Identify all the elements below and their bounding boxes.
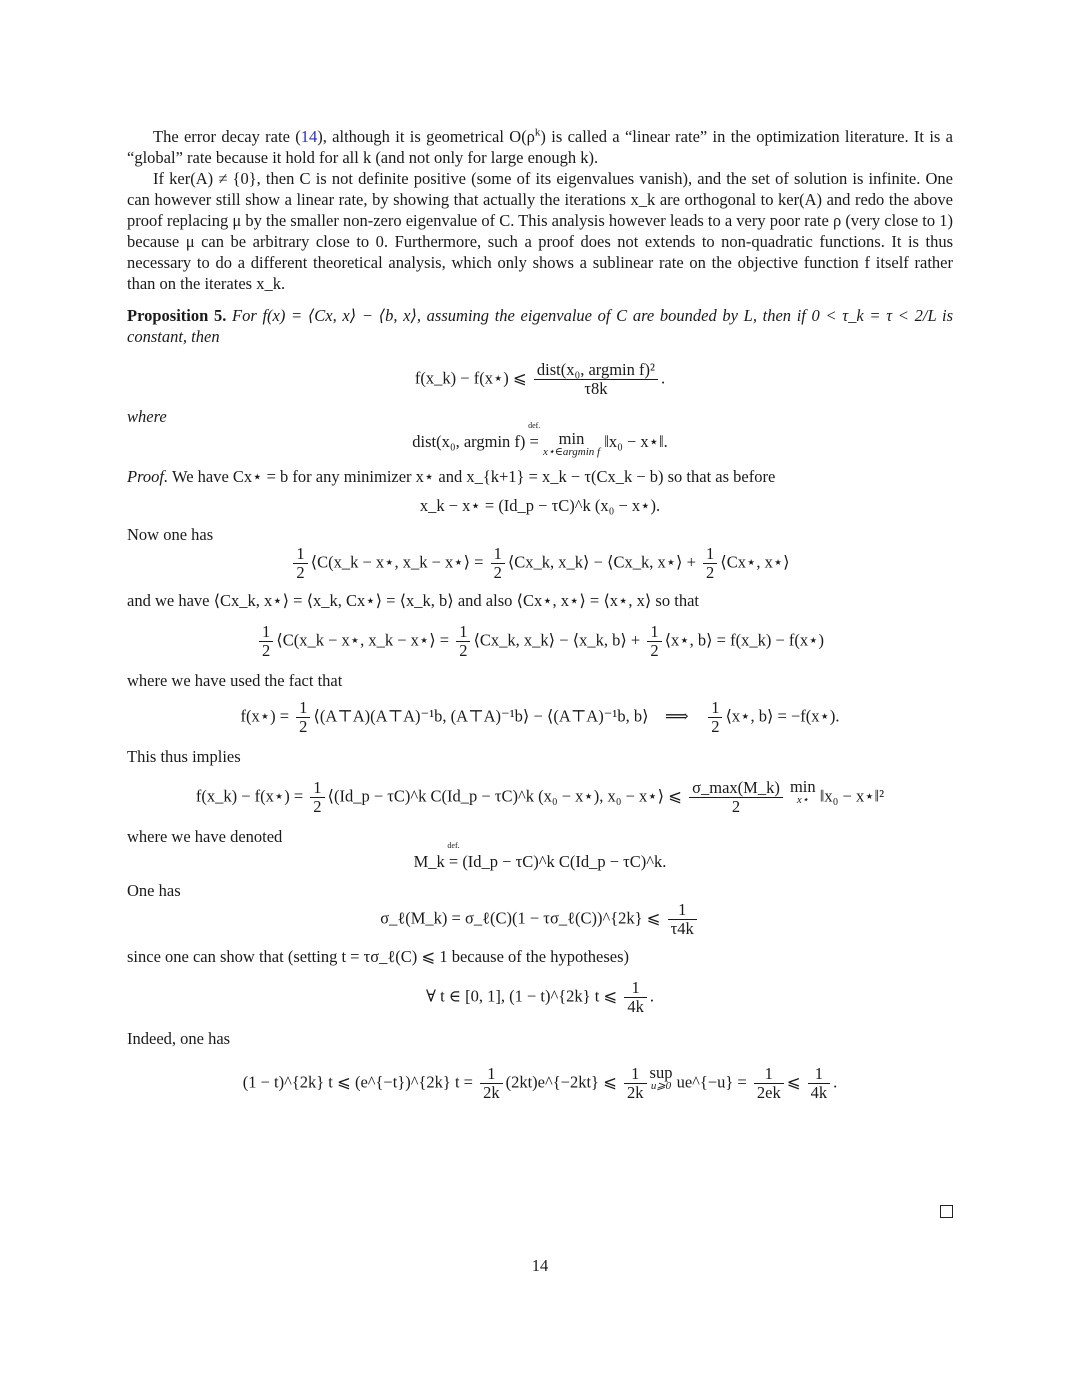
operator-subscript: x⋆ (796, 794, 809, 806)
text: The error decay rate ( (153, 127, 301, 146)
eq-part: ⟨C(x_k − x⋆, x_k − x⋆⟩ = (276, 630, 450, 650)
fraction (668, 901, 697, 938)
implies-arrow: ⟹ (665, 706, 689, 726)
text-one-has: One has (127, 881, 181, 900)
denominator: 2 (711, 717, 720, 736)
eq-part: (1 − t)^{2k} t ⩽ (e^{−t})^{2k} t = (242, 1072, 473, 1092)
equation-quadratic-expansion (127, 545, 953, 582)
denominator: 2 (313, 797, 322, 816)
numerator: 1 (703, 545, 717, 564)
operator: min (558, 429, 585, 448)
numerator: 1 (456, 623, 470, 642)
numerator: 1 (624, 1065, 647, 1084)
numerator: 1 (708, 699, 722, 718)
proposition-label: Proposition 5. (127, 306, 227, 325)
equation-gap-bound (127, 779, 953, 816)
eq-part: f(x_k) − f(x⋆) = (195, 786, 304, 806)
text-since-one-can-show: since one can show that (setting t = τσ_ℓ(C) ⩽ 1 because of the hypotheses) (127, 947, 630, 966)
fraction (534, 361, 658, 398)
fraction (624, 1065, 647, 1102)
proof-start (127, 466, 953, 487)
numerator: 1 (754, 1065, 784, 1084)
page-number: 14 (531, 1256, 549, 1275)
numerator: 1 (296, 699, 310, 718)
numerator: 1 (647, 623, 661, 642)
text: ) is called a “linear rate” in the optimization literature. It is a “global” rate because it hold for all k (and not only for large enough k). (127, 127, 953, 167)
fraction (624, 979, 647, 1016)
eq-part: f(x⋆) = (240, 706, 290, 726)
denominator: 4k (627, 997, 644, 1016)
fraction-sigma-max (689, 779, 783, 816)
equation-forall-bound (127, 979, 953, 1016)
def-label: def. (447, 841, 460, 850)
equation-mk-definition (127, 841, 953, 872)
denominator: τ8k (584, 379, 608, 398)
equation-singular-values (127, 901, 953, 938)
eq-part: ue^{−u} = (676, 1072, 747, 1092)
fraction (808, 1065, 831, 1102)
operator: min (789, 777, 816, 796)
eq-rhs: (Id_p − τC)^k C(Id_p − τC)^k. (462, 852, 667, 871)
text-indeed: Indeed, one has (127, 1029, 231, 1048)
denominator: 2k (483, 1083, 500, 1102)
denominator: 4k (810, 1083, 828, 1102)
numerator: dist(x₀, argmin f)² (534, 361, 658, 380)
numerator: σ_max(M_k) (689, 779, 783, 798)
eq-part: (2kt)e^{−2kt} ⩽ (505, 1072, 617, 1092)
equation-optimal-value (127, 699, 953, 736)
eq-part: ⟨(Id_p − τC)^k C(Id_p − τC)^k (x₀ − x⋆), x₀ − x⋆⟩ ⩽ (327, 786, 682, 806)
equation-final-chain (127, 1065, 953, 1102)
eq-part: ∀ t ∈ [0, 1], (1 − t)^{2k} t ⩽ (426, 986, 618, 1006)
numerator: 1 (624, 979, 647, 998)
numerator: 1 (668, 901, 697, 920)
sup-operator (650, 1065, 673, 1092)
eq-part: ⟨Cx_k, x_k⟩ − ⟨Cx_k, x⋆⟩ + (507, 552, 696, 572)
min-operator (543, 431, 600, 458)
fraction-half (708, 699, 722, 736)
equation-objective-gap (127, 623, 953, 660)
def-label: def. (528, 421, 541, 430)
fraction-half (456, 623, 470, 660)
denominator: 2 (262, 641, 271, 660)
proof-label: Proof. (127, 467, 169, 486)
denominator: 2ek (756, 1083, 781, 1102)
fraction-half (647, 623, 661, 660)
fraction-half (259, 623, 273, 660)
proof-text: We have Cx⋆ = b for any minimizer x⋆ and x_{k+1} = x_k − τ(Cx_k − b) so that as before (171, 467, 776, 486)
eq-rhs: ‖x₀ − x⋆‖. (604, 432, 668, 451)
proposition-5 (127, 305, 953, 347)
denominator: 2 (706, 563, 715, 582)
eq-part: ⟨C(x_k − x⋆, x_k − x⋆⟩ = (310, 552, 484, 572)
fraction (480, 1065, 503, 1102)
eq-part: σ_ℓ(M_k) = σ_ℓ(C)(1 − τσ_ℓ(C))^{2k} ⩽ (380, 908, 661, 928)
eq-tail: . (660, 368, 666, 388)
fraction-half (293, 545, 307, 582)
eq-lhs: f(x_k) − f(x⋆) ⩽ (414, 368, 527, 388)
text-where-used: where we have used the fact that (127, 671, 343, 690)
where-label: where (127, 407, 167, 426)
eq-part: ⟨(A⊤A)(A⊤A)⁻¹b, (A⊤A)⁻¹b⟩ − ⟨(A⊤A)⁻¹b, b⟩ (313, 706, 649, 726)
numerator: 1 (480, 1065, 503, 1084)
paragraph-kernel: If ker(A) ≠ {0}, then C is not definite positive (some of its eigenvalues vanish), and the set of solution is infinite. One can however still show a linear rate, by showing that actually the iterations x_k are orthogonal to ker(A) and redo the above proof replacing μ by the smaller non-zero eigenvalue of C. This analysis however leads to a very poor rate ρ (very close to 1) because μ can be arbitrary close to 0. Furthermore, such a proof does not extends to non-quadratic functions. It is thus necessary to do a different theoretical analysis, which only shows a sublinear rate on the objective function f itself rather than on the iterates x_k. (127, 169, 953, 293)
eq-tail: . (649, 986, 654, 1006)
qed-square-icon (940, 1205, 953, 1218)
operator-subscript: u⩾0 (650, 1080, 672, 1092)
fraction-half (296, 699, 310, 736)
numerator: 1 (259, 623, 273, 642)
numerator: 1 (491, 545, 505, 564)
eq-part: ‖x₀ − x⋆‖² (819, 786, 885, 806)
superscript: k (534, 126, 541, 139)
denominator: 2 (299, 717, 308, 736)
equals-sign: = (448, 852, 459, 871)
denominator: 2 (493, 563, 502, 582)
text-now-one-has: Now one has (127, 525, 214, 544)
operator: sup (649, 1063, 673, 1082)
fraction-half (491, 545, 505, 582)
equation-reference-link[interactable]: 14 (300, 127, 318, 146)
fraction-half (310, 779, 324, 816)
denominator: 2 (650, 641, 659, 660)
equation-bound (127, 361, 953, 398)
denominator: 2 (459, 641, 468, 660)
numerator: 1 (310, 779, 324, 798)
eq-lhs: dist(x₀, argmin f) (412, 432, 526, 451)
eq-lhs: M_k (413, 852, 445, 871)
paragraph-decay-rate (127, 126, 953, 168)
numerator: 1 (808, 1065, 831, 1084)
fraction (754, 1065, 784, 1102)
text-thus-implies: This thus implies (127, 747, 241, 766)
fraction-half (703, 545, 717, 582)
text-and-we-have: and we have ⟨Cx_k, x⋆⟩ = ⟨x_k, Cx⋆⟩ = ⟨x_k, b⟩ and also ⟨Cx⋆, x⋆⟩ = ⟨x⋆, x⟩ so that (127, 591, 699, 610)
min-operator (790, 779, 816, 806)
eq-part: ⟨Cx⋆, x⋆⟩ (720, 552, 790, 572)
denominator: 2 (296, 563, 305, 582)
denominator: τ4k (670, 919, 694, 938)
eq-part: ⟨x⋆, b⟩ = −f(x⋆). (725, 706, 840, 726)
text-where-denoted: where we have denoted (127, 827, 283, 846)
equals-sign: = (529, 432, 539, 451)
proposition-text: For f(x) = ⟨Cx, x⟩ − ⟨b, x⟩, assuming the eigenvalue of C are bounded by L, then if 0 < τ_k = τ < 2/L is constant, then (127, 306, 954, 346)
operator-subscript: x⋆∈argmin f (542, 446, 601, 458)
def-equals (528, 421, 541, 452)
numerator: 1 (293, 545, 307, 564)
eq-tail: . (833, 1072, 838, 1092)
def-equals (447, 841, 460, 872)
eq-part: ⟨Cx_k, x_k⟩ − ⟨x_k, b⟩ + (473, 630, 641, 650)
page-body (127, 126, 953, 1110)
denominator: 2 (731, 797, 741, 816)
eq-part: ⟨x⋆, b⟩ = f(x_k) − f(x⋆) (664, 630, 824, 650)
eq-part: ⩽ (786, 1072, 801, 1092)
equation-dist-definition (127, 421, 953, 458)
denominator: 2k (627, 1083, 644, 1102)
equation-iterate-error: x_k − x⋆ = (Id_p − τC)^k (x₀ − x⋆). (419, 496, 661, 515)
text: ), although it is geometrical O(ρ (317, 127, 535, 146)
